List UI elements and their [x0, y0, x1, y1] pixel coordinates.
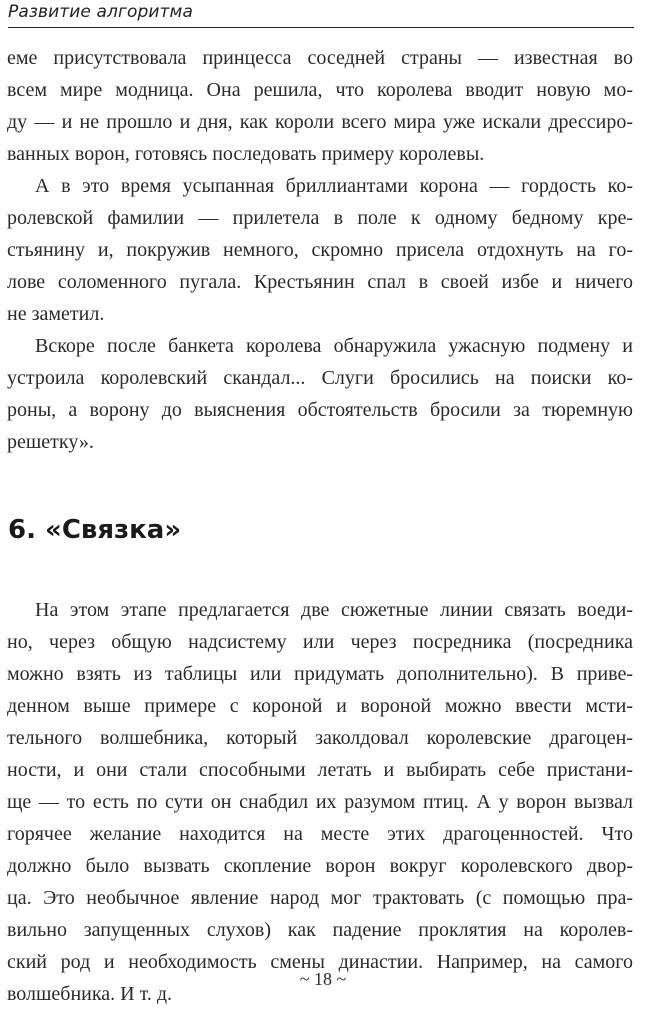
- text-line: Вскоре после банкета королева обнаружила ужасную подмену и: [35, 335, 633, 357]
- section-body: [7, 594, 633, 1010]
- text-line: лове соломенного пугала. Крестьянин спал в своей избе и ничего: [7, 271, 633, 293]
- text-line: На этом этапе предлагается две сюжетные линии связать воеди-: [35, 599, 633, 621]
- text-line: ванных ворон, готовясь последовать примеру королевы.: [7, 143, 485, 165]
- section-title: 6. «Связка»: [8, 515, 182, 545]
- running-title: Развитие алгоритма: [8, 2, 193, 22]
- text-line: А в это время усыпанная бриллиантами корона — гордость ко-: [35, 175, 633, 197]
- text-line: ца. Это необычное явление народ мог трактовать (с помощью пра-: [7, 887, 633, 909]
- text-line: стьянину и, покружив немного, скромно присела отдохнуть на го-: [7, 239, 633, 261]
- text-line: горячее желание находится на месте этих драгоценностей. Что: [7, 823, 633, 845]
- text-line: роны, а ворону до выяснения обстоятельств бросили за тюремную: [7, 399, 633, 421]
- text-line: ности, и они стали способными летать и выбирать себе пристани-: [7, 759, 633, 781]
- text-line: ду — и не прошло и дня, как короли всего мира уже искали дрессиро-: [7, 111, 633, 133]
- story-continuation: [7, 42, 633, 458]
- text-line: можно взять из таблицы или придумать дополнительно). В приве-: [7, 663, 633, 685]
- text-line: ролевской фамилии — прилетела в поле к одному бедному кре-: [7, 207, 633, 229]
- text-line: тельного волшебника, который заколдовал королевские драгоцен-: [7, 727, 633, 749]
- text-line: волшебника. И т. д.: [7, 983, 173, 1005]
- text-line: ще — то есть по сути он снабдил их разумом птиц. А у ворон вызвал: [7, 791, 633, 813]
- text-line: решетку».: [7, 431, 94, 453]
- text-line: устроила королевский скандал... Слуги бросились на поиски ко-: [7, 367, 633, 389]
- text-line: еме присутствовала принцесса соседней страны — известная во: [7, 47, 633, 69]
- text-line: но, через общую надсистему или через посредника (посредника: [7, 631, 633, 653]
- page-number: ~ 18 ~: [299, 969, 347, 989]
- text-line: ский род и необходимость смены династии. Например, на самого: [7, 951, 633, 973]
- text-line: всем мире модница. Она решила, что королева вводит новую мо-: [7, 79, 633, 101]
- text-line: вильно запущенных слухов) как падение проклятия на королев-: [7, 919, 633, 941]
- text-line: денном выше примере с короной и вороной можно ввести мсти-: [7, 695, 633, 717]
- text-line: должно было вызвать скопление ворон вокруг королевского двор-: [7, 855, 633, 877]
- text-line: не заметил.: [7, 303, 105, 325]
- running-header: [8, 0, 634, 28]
